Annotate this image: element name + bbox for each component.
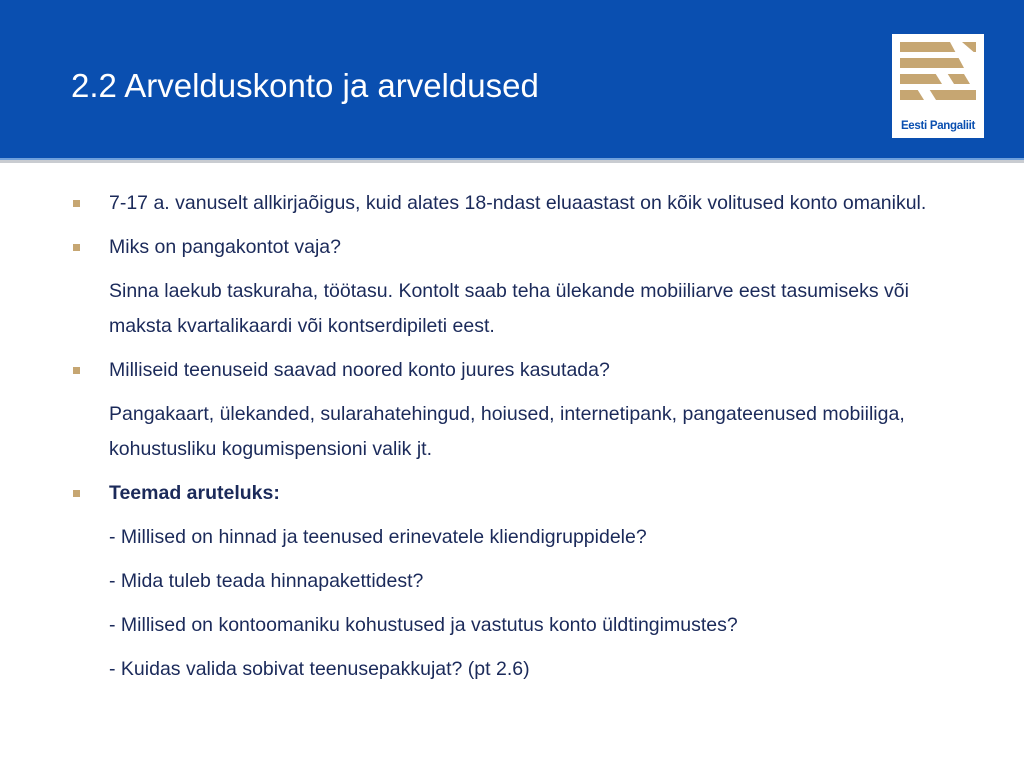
square-bullet-icon	[73, 200, 80, 207]
header-rule-grey	[0, 160, 1024, 163]
bullet-text: Miks on pangakontot vaja?	[109, 236, 341, 258]
sub-paragraph: Sinna laekub taskuraha, töötasu. Kontolt saab teha ülekande mobiiliarve eest tasumiseks või maksta kvartalikaardi või kontserdipileti eest.	[109, 280, 909, 337]
list-item	[72, 186, 972, 221]
square-bullet-icon	[73, 244, 80, 251]
topic-line: - Millised on kontoomaniku kohustused ja vastutus konto üldtingimustes?	[109, 614, 738, 636]
logo-stripes-icon	[892, 34, 984, 118]
header-bar	[0, 0, 1024, 158]
list-item	[72, 476, 972, 511]
eesti-pangaliit-logo	[892, 34, 984, 138]
sub-paragraph: Pangakaart, ülekanded, sularahatehingud, hoiused, internetipank, pangateenused mobiiliga, kohustusliku kogumispensioni valik jt.	[109, 403, 905, 460]
logo-text: Eesti Pangaliit	[900, 120, 976, 132]
topic-line: - Kuidas valida sobivat teenusepakkujat? (pt 2.6)	[109, 658, 530, 680]
topic-line: - Millised on hinnad ja teenused erinevatele kliendigruppidele?	[109, 526, 647, 548]
bullet-text: Teemad aruteluks:	[109, 482, 280, 504]
slide-title: 2.2 Arvelduskonto ja arveldused	[71, 67, 539, 104]
bullet-text: Milliseid teenuseid saavad noored konto juures kasutada?	[109, 359, 610, 381]
list-item	[72, 230, 972, 265]
square-bullet-icon	[73, 490, 80, 497]
bullet-text: 7-17 a. vanuselt allkirjaõigus, kuid alates 18-ndast eluaastast on kõik volitused konto omanikul.	[109, 192, 927, 214]
square-bullet-icon	[73, 367, 80, 374]
topic-line: - Mida tuleb teada hinnapakettidest?	[109, 570, 424, 592]
slide-content	[72, 186, 972, 696]
list-item	[72, 353, 972, 388]
